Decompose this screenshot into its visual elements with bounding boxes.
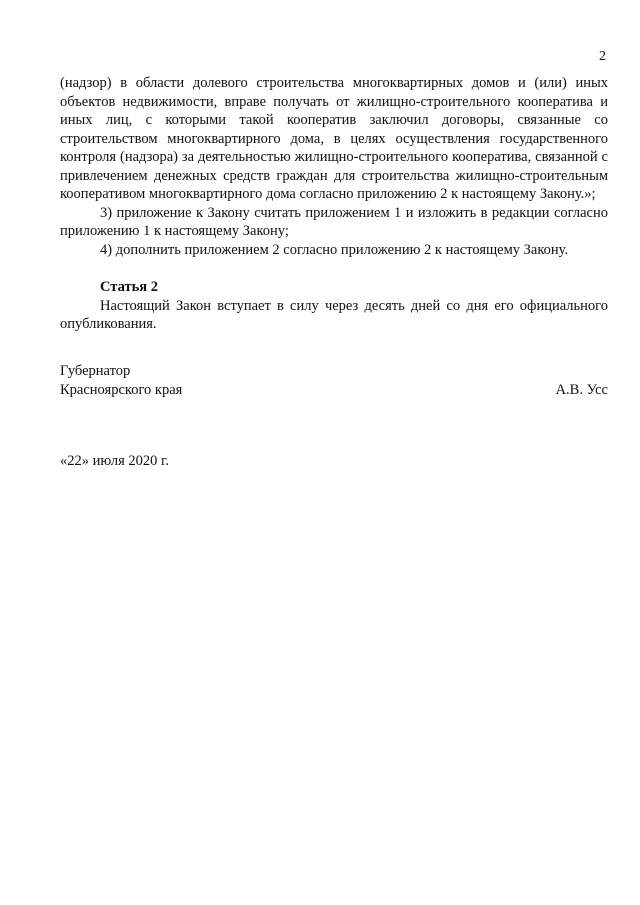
- law-amendments-text: [60, 74, 608, 259]
- article-heading: Статья 2: [100, 279, 158, 295]
- signatory-title-line2: Красноярского края: [60, 381, 183, 398]
- signature-block: [60, 362, 608, 399]
- signature-line: [60, 381, 608, 400]
- article-2: [60, 278, 608, 334]
- signatory-name: А.В. Усс: [555, 381, 608, 398]
- signatory-title-line1: Губернатор: [60, 363, 131, 379]
- amendment-item-4: 4) дополнить приложением 2 согласно приложению 2 к настоящему Закону.: [100, 241, 569, 258]
- continuation-paragraph: (надзор) в области долевого строительства многоквартирных домов и (или) иных объектов недвижимости, вправе получать от жилищно-строительного кооператива и иных лиц, с которыми такой кооператив заключил договоры, связанные со строительством многоквартирного дома, в целях осуществления государственного контроля (надзора) за деятельностью жилищно-строительного кооператива, связанной с привлечением денежных средств граждан для строительства жилищно-строительным кооперативом многоквартирного дома согласно приложению 2 к настоящему Закону.»;: [60, 75, 608, 202]
- page-number: 2: [599, 49, 606, 64]
- article-text: Настоящий Закон вступает в силу через десять дней со дня его официального опубликования.: [60, 297, 608, 332]
- document-date: «22» июля 2020 г.: [60, 453, 169, 469]
- amendment-item-3: 3) приложение к Закону считать приложением 1 и изложить в редакции согласно приложению 1 к настоящему Закону;: [60, 204, 608, 239]
